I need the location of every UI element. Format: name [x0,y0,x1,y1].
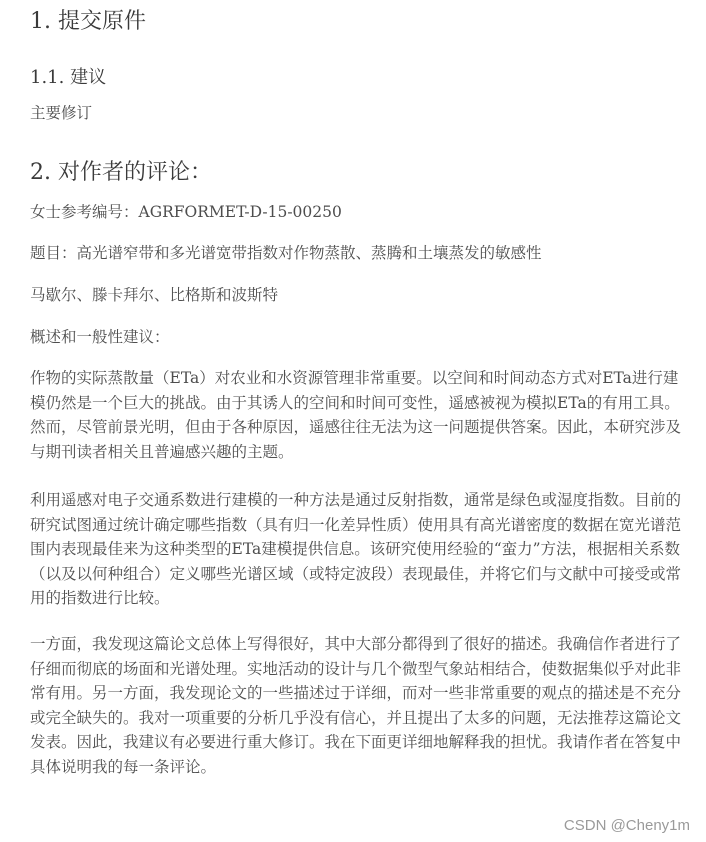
body-paragraph-3: 一方面，我发现这篇论文总体上写得很好，其中大部分都得到了很好的描述。我确信作者进行了仔细而彻底的场面和光谱处理。实地活动的设计与几个微型气象站相结合，使数据集似乎对此非常有用。另一方面，我发现论文的一些描述过于详细，而对一些非常重要的观点的描述是不充分或完全缺失的。我对一项重要的分析几乎没有信心，并且提出了太多的问题，无法推荐这篇论文发表。因此，我建议有必要进行重大修订。我在下面更详细地解释我的担忧。我请作者在答复中具体说明我的每一条评论。 [30,635,682,776]
section-1-1-heading: 1.1. 建议 [30,67,107,88]
section-1-heading: 1. 提交原件 [30,9,146,34]
overview-label: 概述和一般性建议： [30,328,170,346]
reference-number: 女士参考编号：AGRFORMET-D-15-00250 [30,203,342,221]
author-list: 马歇尔、滕卡拜尔、比格斯和波斯特 [30,286,279,304]
paper-title: 题目：高光谱窄带和多光谱宽带指数对作物蒸散、蒸腾和土壤蒸发的敏感性 [30,244,542,262]
recommendation-text: 主要修订 [30,104,93,122]
csdn-watermark: CSDN @Cheny1m [563,817,690,834]
section-2-heading: 2. 对作者的评论： [30,160,212,185]
body-paragraph-1: 作物的实际蒸散量（ETa）对农业和水资源管理非常重要。以空间和时间动态方式对ETa进行建模仍然是一个巨大的挑战。由于其诱人的空间和时间可变性，遥感被视为模拟ETa的有用工具。然而，尽管前景光明，但由于各种原因，遥感往往无法为这一问题提供答案。因此，本研究涉及与期刊读者相关且普遍感兴趣的主题。 [30,369,682,461]
body-paragraph-2: 利用遥感对电子交通系数进行建模的一种方法是通过反射指数，通常是绿色或湿度指数。目前的研究试图通过统计确定哪些指数（具有归一化差异性质）使用具有高光谱密度的数据在宽光谱范围内表现最佳来为这种类型的ETa建模提供信息。该研究使用经验的“蛮力”方法，根据相关系数（以及以何种组合）定义哪些光谱区域（或特定波段）表现最佳，并将它们与文献中可接受或常用的指数进行比较。 [30,491,682,607]
